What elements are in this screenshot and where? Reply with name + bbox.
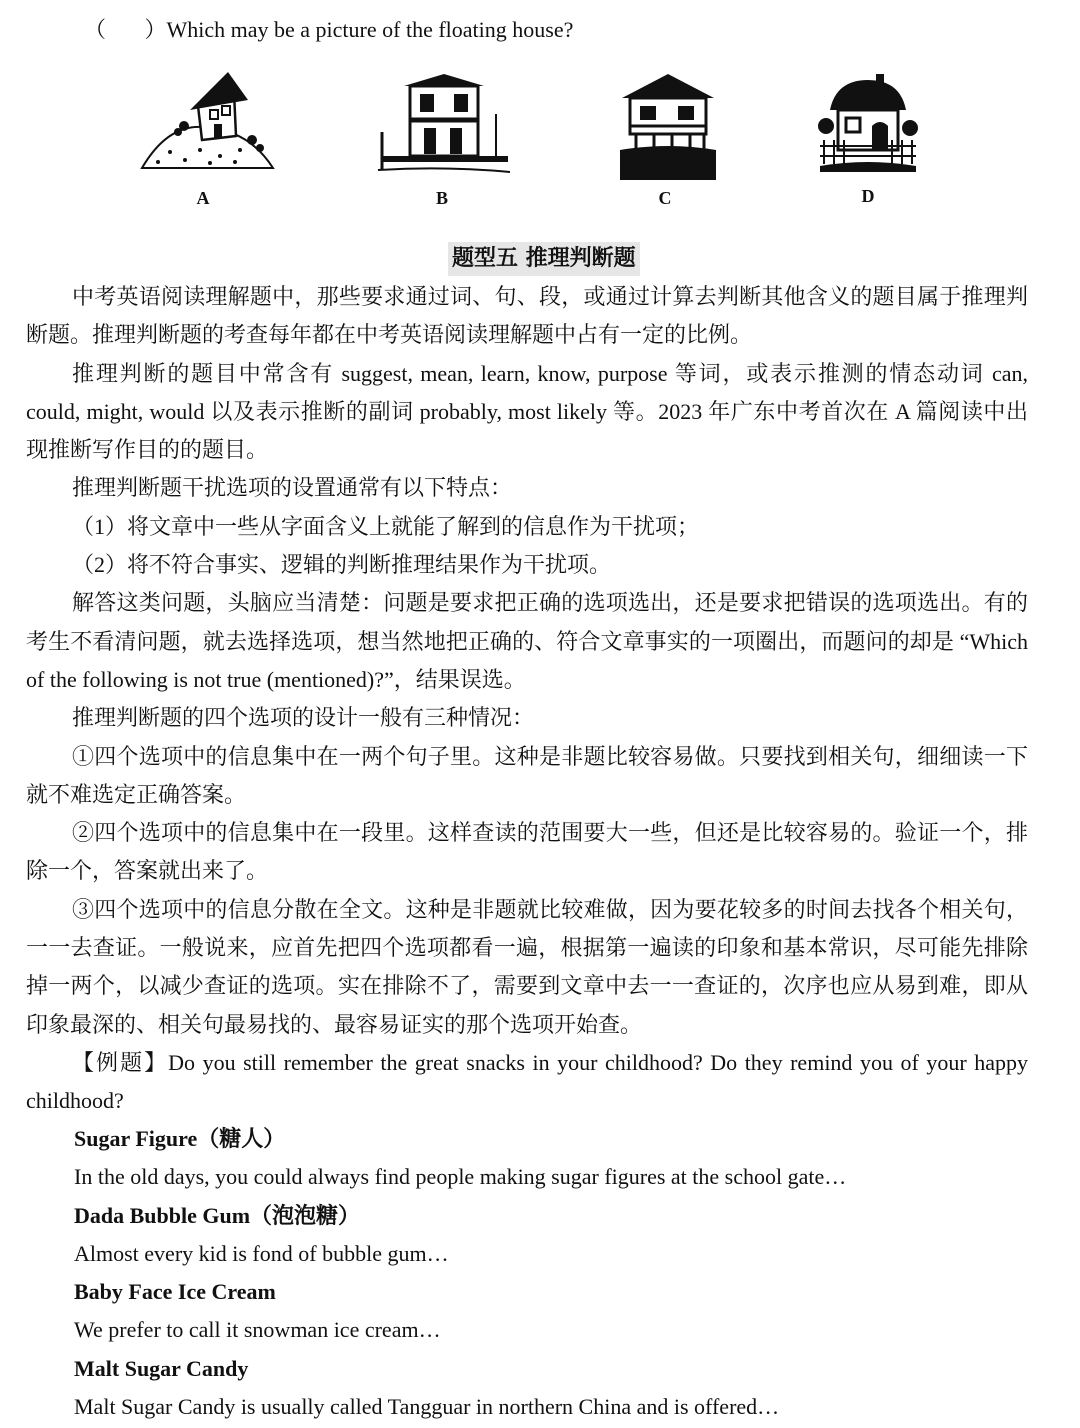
section-heading: 题型五 推理判断题 — [448, 242, 640, 276]
paragraph: （2）将不符合事实、逻辑的判断推理结果作为干扰项。 — [72, 552, 612, 578]
paragraph: 中考英语阅读理解题中，那些要求通过词、句、段，或通过计算去判断其他含义的题目属于推理判断题。推理判断题的考查每年都在中考英语阅读理解题中占有一定的比例。 — [26, 284, 1028, 348]
picture-c — [620, 72, 716, 208]
picture-a — [140, 70, 275, 208]
snack-name: Dada Bubble Gum（泡泡糖） — [74, 1202, 361, 1228]
snack-text: Almost every kid is fond of bubble gum… — [74, 1240, 449, 1266]
paragraph: 推理判断题干扰选项的设置通常有以下特点： — [72, 475, 513, 501]
picture-label: A — [196, 188, 210, 208]
snack-text: In the old days, you could always find people making sugar figures at the school gate… — [74, 1164, 847, 1190]
snack-name: Baby Face Ice Cream — [74, 1279, 276, 1305]
paragraph: 推理判断题的四个选项的设计一般有三种情况： — [72, 705, 535, 731]
question-text: （ ）Which may be a picture of the floating house? — [84, 17, 574, 42]
cottage-with-fence-icon — [816, 70, 920, 180]
snack-text: We prefer to call it snowman ice cream… — [74, 1317, 441, 1343]
snack-name: Malt Sugar Candy — [74, 1355, 249, 1381]
body-text — [26, 278, 1028, 1121]
paragraph: 【例题】Do you still remember the great snacks in your childhood? Do they remind you of your happy childhood? — [26, 1049, 1028, 1114]
paragraph: ①四个选项中的信息集中在一两个句子里。这种是非题比较容易做。只要找到相关句，细细读一下就不难选定正确答案。 — [26, 743, 1028, 807]
paragraph: ②四个选项中的信息集中在一段里。这样查读的范围要大一些，但还是比较容易的。验证一个，排除一个，答案就出来了。 — [26, 820, 1028, 884]
snack-name: Sugar Figure（糖人） — [74, 1126, 286, 1151]
house-on-platform-icon — [374, 74, 514, 178]
paragraph: 解答这类问题，头脑应当清楚：问题是要求把正确的选项选出，还是要求把错误的选项选出。有的考生不看清问题，就去选择选项，想当然地把正确的、符合文章事实的一项圈出，而题问的却是 “Which of the following is not true (mentioned)?”，结果误选。 — [26, 590, 1028, 692]
picture-d — [816, 70, 920, 206]
picture-label: B — [435, 188, 448, 208]
picture-b — [374, 74, 514, 208]
snack-list — [74, 1120, 1034, 1426]
snack-text: Malt Sugar Candy is usually called Tangguar in northern China and is offered… — [74, 1394, 780, 1420]
picture-options — [0, 66, 1080, 216]
picture-label: D — [861, 186, 875, 206]
house-on-hill-icon — [140, 70, 275, 178]
house-on-stilts-icon — [620, 72, 716, 182]
paragraph: 推理判断的题目中常含有 suggest, mean, learn, know, purpose 等词，或表示推测的情态动词 can, could, might, would 以及表示推断的副词 probably, most likely 等。2023 年广东中考首次在 A 篇阅读中出现推断写作目的的题目。 — [26, 360, 1028, 463]
picture-label: C — [658, 188, 672, 208]
paragraph: ③四个选项中的信息分散在全文。这种是非题就比较难做，因为要花较多的时间去找各个相关句，一一去查证。一般说来，应首先把四个选项都看一遍，根据第一遍读的印象和基本常识，尽可能先排除掉一两个，以减少查证的选项。实在排除不了，需要到文章中去一一查证的，次序也应从易到难，即从印象最深的、相关句最易找的、最容易证实的那个选项开始查。 — [26, 896, 1028, 1037]
paragraph: （1）将文章中一些从字面含义上就能了解到的信息作为干扰项； — [72, 513, 700, 539]
